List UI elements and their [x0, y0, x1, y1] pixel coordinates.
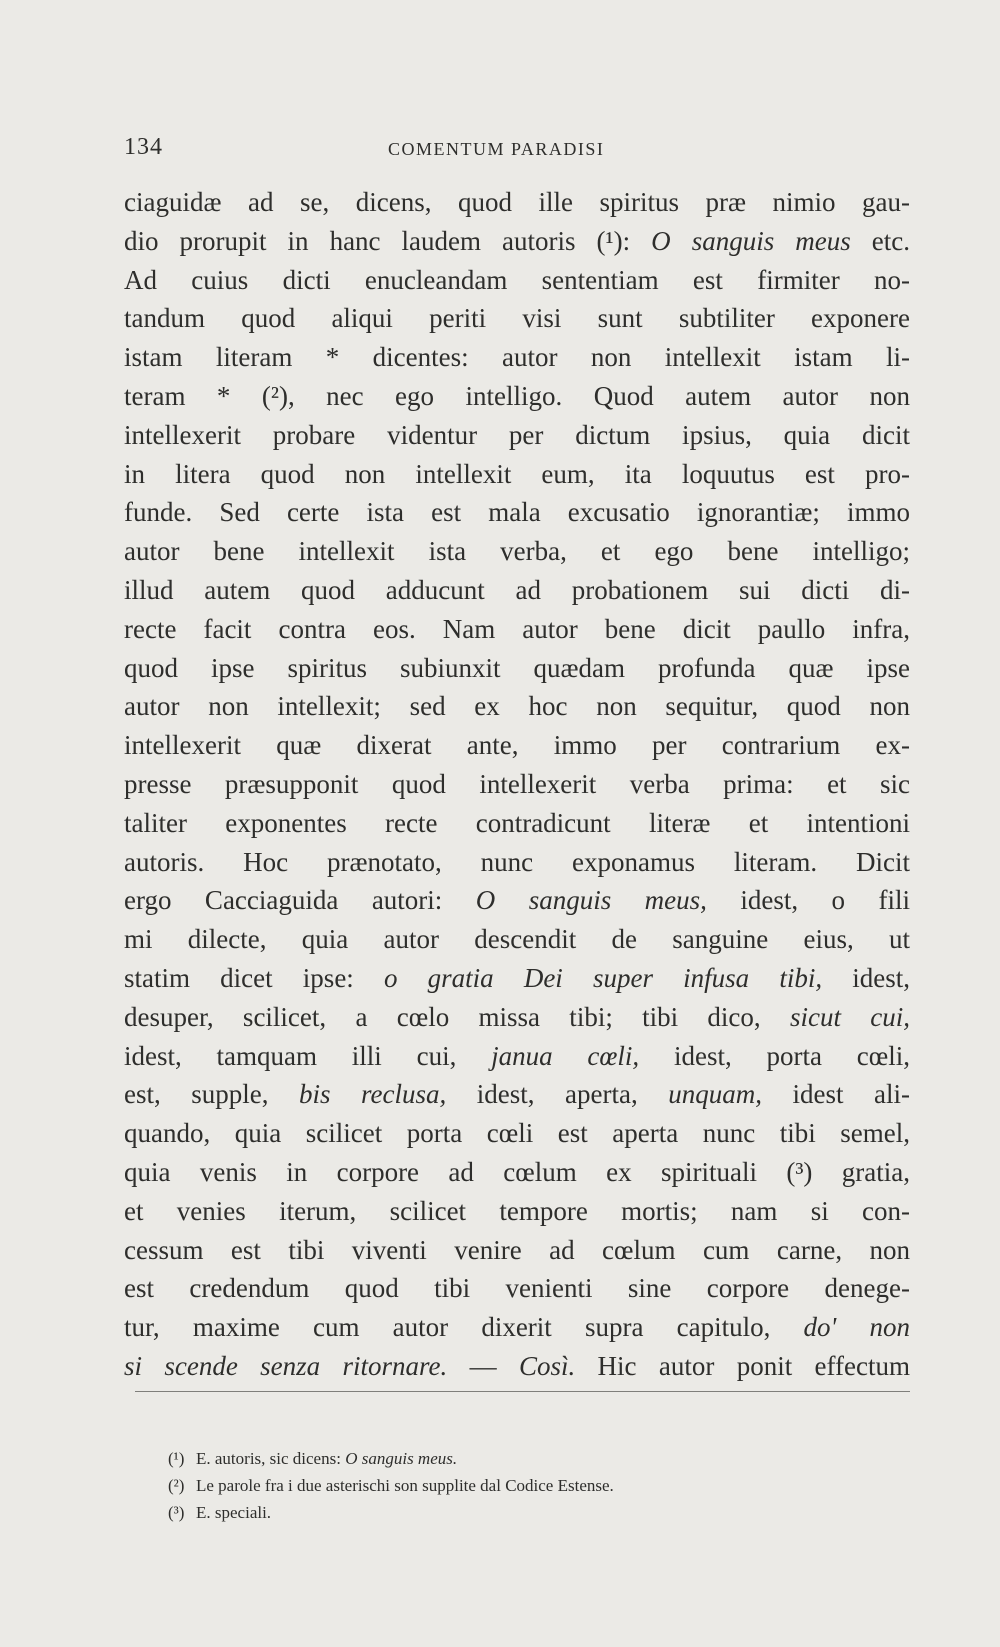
footnote-2: [168, 1472, 910, 1499]
body-line-text: autor bene intellexit ista verba, et ego bene intelligo;: [124, 536, 910, 567]
body-line-text: et venies iterum, scilicet tempore mortis; nam si con-: [124, 1195, 910, 1226]
body-line-28: [124, 1231, 910, 1270]
body-line-24: [124, 1075, 910, 1114]
footnote-marker: (¹): [168, 1449, 185, 1468]
italic-quote: O sanguis meus: [651, 225, 851, 256]
body-line-14: [124, 687, 910, 726]
footnote-1: [168, 1445, 910, 1472]
footnote-3: [168, 1499, 910, 1526]
body-line-21: [124, 959, 910, 998]
body-line-tail: idest,: [822, 962, 910, 993]
page-header: [124, 134, 910, 168]
footnote-marker: (³): [168, 1503, 185, 1522]
body-line-text: taliter exponentes recte contradicunt literæ et intentioni: [124, 807, 910, 838]
body-line-text: est, supple,: [124, 1079, 300, 1110]
footnotes: [168, 1445, 910, 1526]
body-line-20: [124, 920, 910, 959]
body-line-11: [124, 571, 910, 610]
body-line-text: desuper, scilicet, a cœlo missa tibi; tibi dico,: [124, 1001, 790, 1032]
body-line-27: [124, 1192, 910, 1231]
body-line-text: mi dilecte, quia autor descendit de sanguine eius, ut: [124, 924, 910, 955]
body-line-8: [124, 455, 910, 494]
footnote-italic: O sanguis meus.: [345, 1449, 458, 1468]
body-line-tail: idest ali-: [761, 1079, 910, 1110]
footnote-rule: [135, 1391, 910, 1392]
body-line-15: [124, 726, 910, 765]
italic-quote: bis reclusa,: [299, 1079, 447, 1110]
body-line-text: ergo Cacciaguida autori:: [124, 885, 476, 916]
body-line-tail: Hic autor ponit effectum: [575, 1350, 910, 1381]
body-line-text: est credendum quod tibi venienti sine corpore denege-: [124, 1273, 910, 1304]
body-line-13: [124, 649, 910, 688]
body-line-3: [124, 261, 910, 300]
body-text: [124, 183, 910, 1386]
italic-quote: Così.: [518, 1350, 576, 1381]
body-line-29: [124, 1269, 910, 1308]
body-line-6: [124, 377, 910, 416]
body-line-text: quando, quia scilicet porta cœli est aperta nunc tibi semel,: [124, 1118, 910, 1149]
italic-quote: unquam,: [668, 1079, 762, 1110]
body-line-text: presse præsupponit quod intellexerit verba prima: et sic: [124, 768, 910, 799]
body-line-10: [124, 532, 910, 571]
body-line-text: ciaguidæ ad se, dicens, quod ille spiritus præ nimio gau-: [124, 187, 910, 217]
body-line-text: cessum est tibi viventi venire ad cœlum cum carne, non: [124, 1234, 910, 1265]
italic-quote: sicut cui,: [789, 1001, 910, 1032]
body-line-text: quia venis in corpore ad cœlum ex spirituali (³) gratia,: [124, 1156, 910, 1187]
body-line-text: istam literam * dicentes: autor non intellexit istam li-: [124, 342, 910, 373]
body-line-tail: etc.: [850, 225, 910, 256]
body-line-text: tandum quod aliqui periti visi sunt subtiliter exponere: [124, 303, 910, 334]
body-line-tail: idest, porta cœli,: [639, 1040, 910, 1071]
footnote-text: E. autoris, sic dicens:: [196, 1449, 346, 1468]
body-line-mid: idest, aperta,: [446, 1079, 669, 1110]
body-line-text: autoris. Hoc prænotato, nunc exponamus literam. Dicit: [124, 846, 910, 877]
body-line-12: [124, 610, 910, 649]
body-line-text: intellexerit probare videntur per dictum ipsius, quia dicit: [124, 419, 910, 450]
italic-quote: si scende senza ritornare.: [124, 1350, 448, 1381]
footnote-text: E. speciali.: [196, 1503, 272, 1522]
body-line-text: intellexerit quæ dixerat ante, immo per contrarium ex-: [124, 730, 910, 761]
body-line-mid: —: [447, 1350, 519, 1381]
body-line-16: [124, 765, 910, 804]
body-line-text: tur, maxime cum autor dixerit supra capitulo,: [124, 1312, 804, 1343]
body-line-9: [124, 493, 910, 532]
italic-quote: do' non: [803, 1312, 911, 1343]
body-line-17: [124, 804, 910, 843]
body-line-text: dio prorupit in hanc laudem autoris (¹):: [124, 225, 652, 256]
body-line-text: illud autem quod adducunt ad probationem sui dicti di-: [124, 574, 910, 605]
body-line-31: [124, 1347, 910, 1386]
body-line-text: Ad cuius dicti enucleandam sententiam est firmiter no-: [124, 264, 910, 295]
italic-quote: janua cœli,: [491, 1040, 640, 1071]
body-line-5: [124, 338, 910, 377]
body-line-tail: idest, o fili: [706, 885, 910, 916]
body-line-text: idest, tamquam illi cui,: [124, 1040, 492, 1071]
footnote-marker: (²): [168, 1476, 185, 1495]
body-line-text: statim dicet ipse:: [124, 962, 384, 993]
page-number: 134: [124, 134, 163, 160]
body-line-23: [124, 1037, 910, 1076]
running-title: COMENTUM PARADISI: [388, 139, 605, 159]
body-line-1: [124, 183, 910, 222]
body-line-26: [124, 1153, 910, 1192]
body-line-text: teram * (²), nec ego intelligo. Quod autem autor non: [124, 380, 910, 411]
body-line-25: [124, 1114, 910, 1153]
footnote-text: Le parole fra i due asterischi son supplite dal Codice Estense.: [196, 1476, 614, 1495]
body-line-text: autor non intellexit; sed ex hoc non sequitur, quod non: [124, 691, 910, 722]
body-line-text: in litera quod non intellexit eum, ita loquutus est pro-: [124, 458, 910, 489]
body-line-4: [124, 299, 910, 338]
body-line-2: [124, 222, 910, 261]
body-line-text: recte facit contra eos. Nam autor bene dicit paullo infra,: [124, 613, 910, 644]
italic-quote: o gratia Dei super infusa tibi,: [383, 962, 823, 993]
body-line-30: [124, 1308, 910, 1347]
body-line-18: [124, 843, 910, 882]
italic-quote: O sanguis meus,: [475, 885, 707, 916]
body-line-7: [124, 416, 910, 455]
body-line-text: funde. Sed certe ista est mala excusatio ignorantiæ; immo: [124, 497, 910, 528]
body-line-text: quod ipse spiritus subiunxit quædam profunda quæ ipse: [124, 652, 910, 683]
body-line-19: [124, 881, 910, 920]
body-line-22: [124, 998, 910, 1037]
